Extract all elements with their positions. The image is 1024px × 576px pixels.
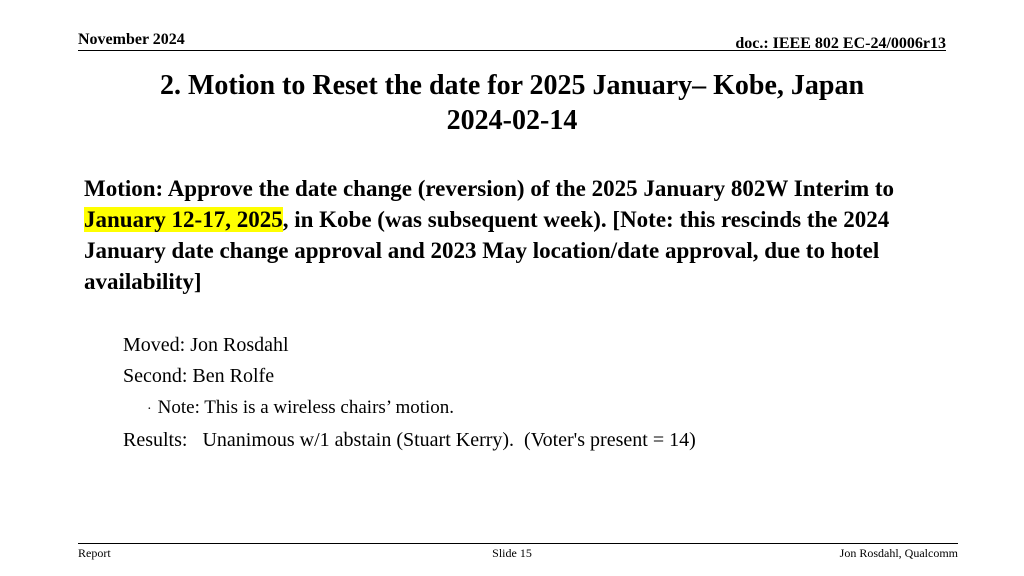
results: Results: Unanimous w/1 abstain (Stuart Kerry). (Voter's present = 14) <box>123 429 696 451</box>
slide-title <box>78 68 946 138</box>
note-item <box>123 392 696 425</box>
motion-date-highlight: January 12-17, 2025 <box>84 207 283 232</box>
motion-text-part1: Motion: Approve the date change (reversion) of the 2025 January 802W Interim to <box>84 176 895 201</box>
note-bullet: · <box>147 402 152 417</box>
motion-details <box>123 330 696 456</box>
slide-title-line1: 2. Motion to Reset the date for 2025 January– Kobe, Japan <box>159 70 865 101</box>
motion-text-part2: , in Kobe (was subsequent week). [Note: this rescinds the 2024 January date change approval and 2023 May location/date approval, due to hotel availability] <box>84 207 890 294</box>
moved-by: Moved: Jon Rosdahl <box>123 334 289 356</box>
seconded-by: Second: Ben Rolfe <box>123 365 275 387</box>
footer-left: Report <box>78 546 111 560</box>
header-divider <box>78 50 946 51</box>
slide-title-line2: 2024-02-14 <box>446 105 578 136</box>
footer-slide-number: Slide 15 <box>492 546 532 560</box>
header-date: November 2024 <box>78 31 185 48</box>
footer-divider <box>78 543 958 544</box>
header-doc-id: doc.: IEEE 802 EC-24/0006r13 <box>735 35 946 52</box>
motion-text <box>84 173 954 297</box>
note-text: Note: This is a wireless chairs’ motion. <box>157 397 455 418</box>
footer-author: Jon Rosdahl, Qualcomm <box>839 546 958 560</box>
